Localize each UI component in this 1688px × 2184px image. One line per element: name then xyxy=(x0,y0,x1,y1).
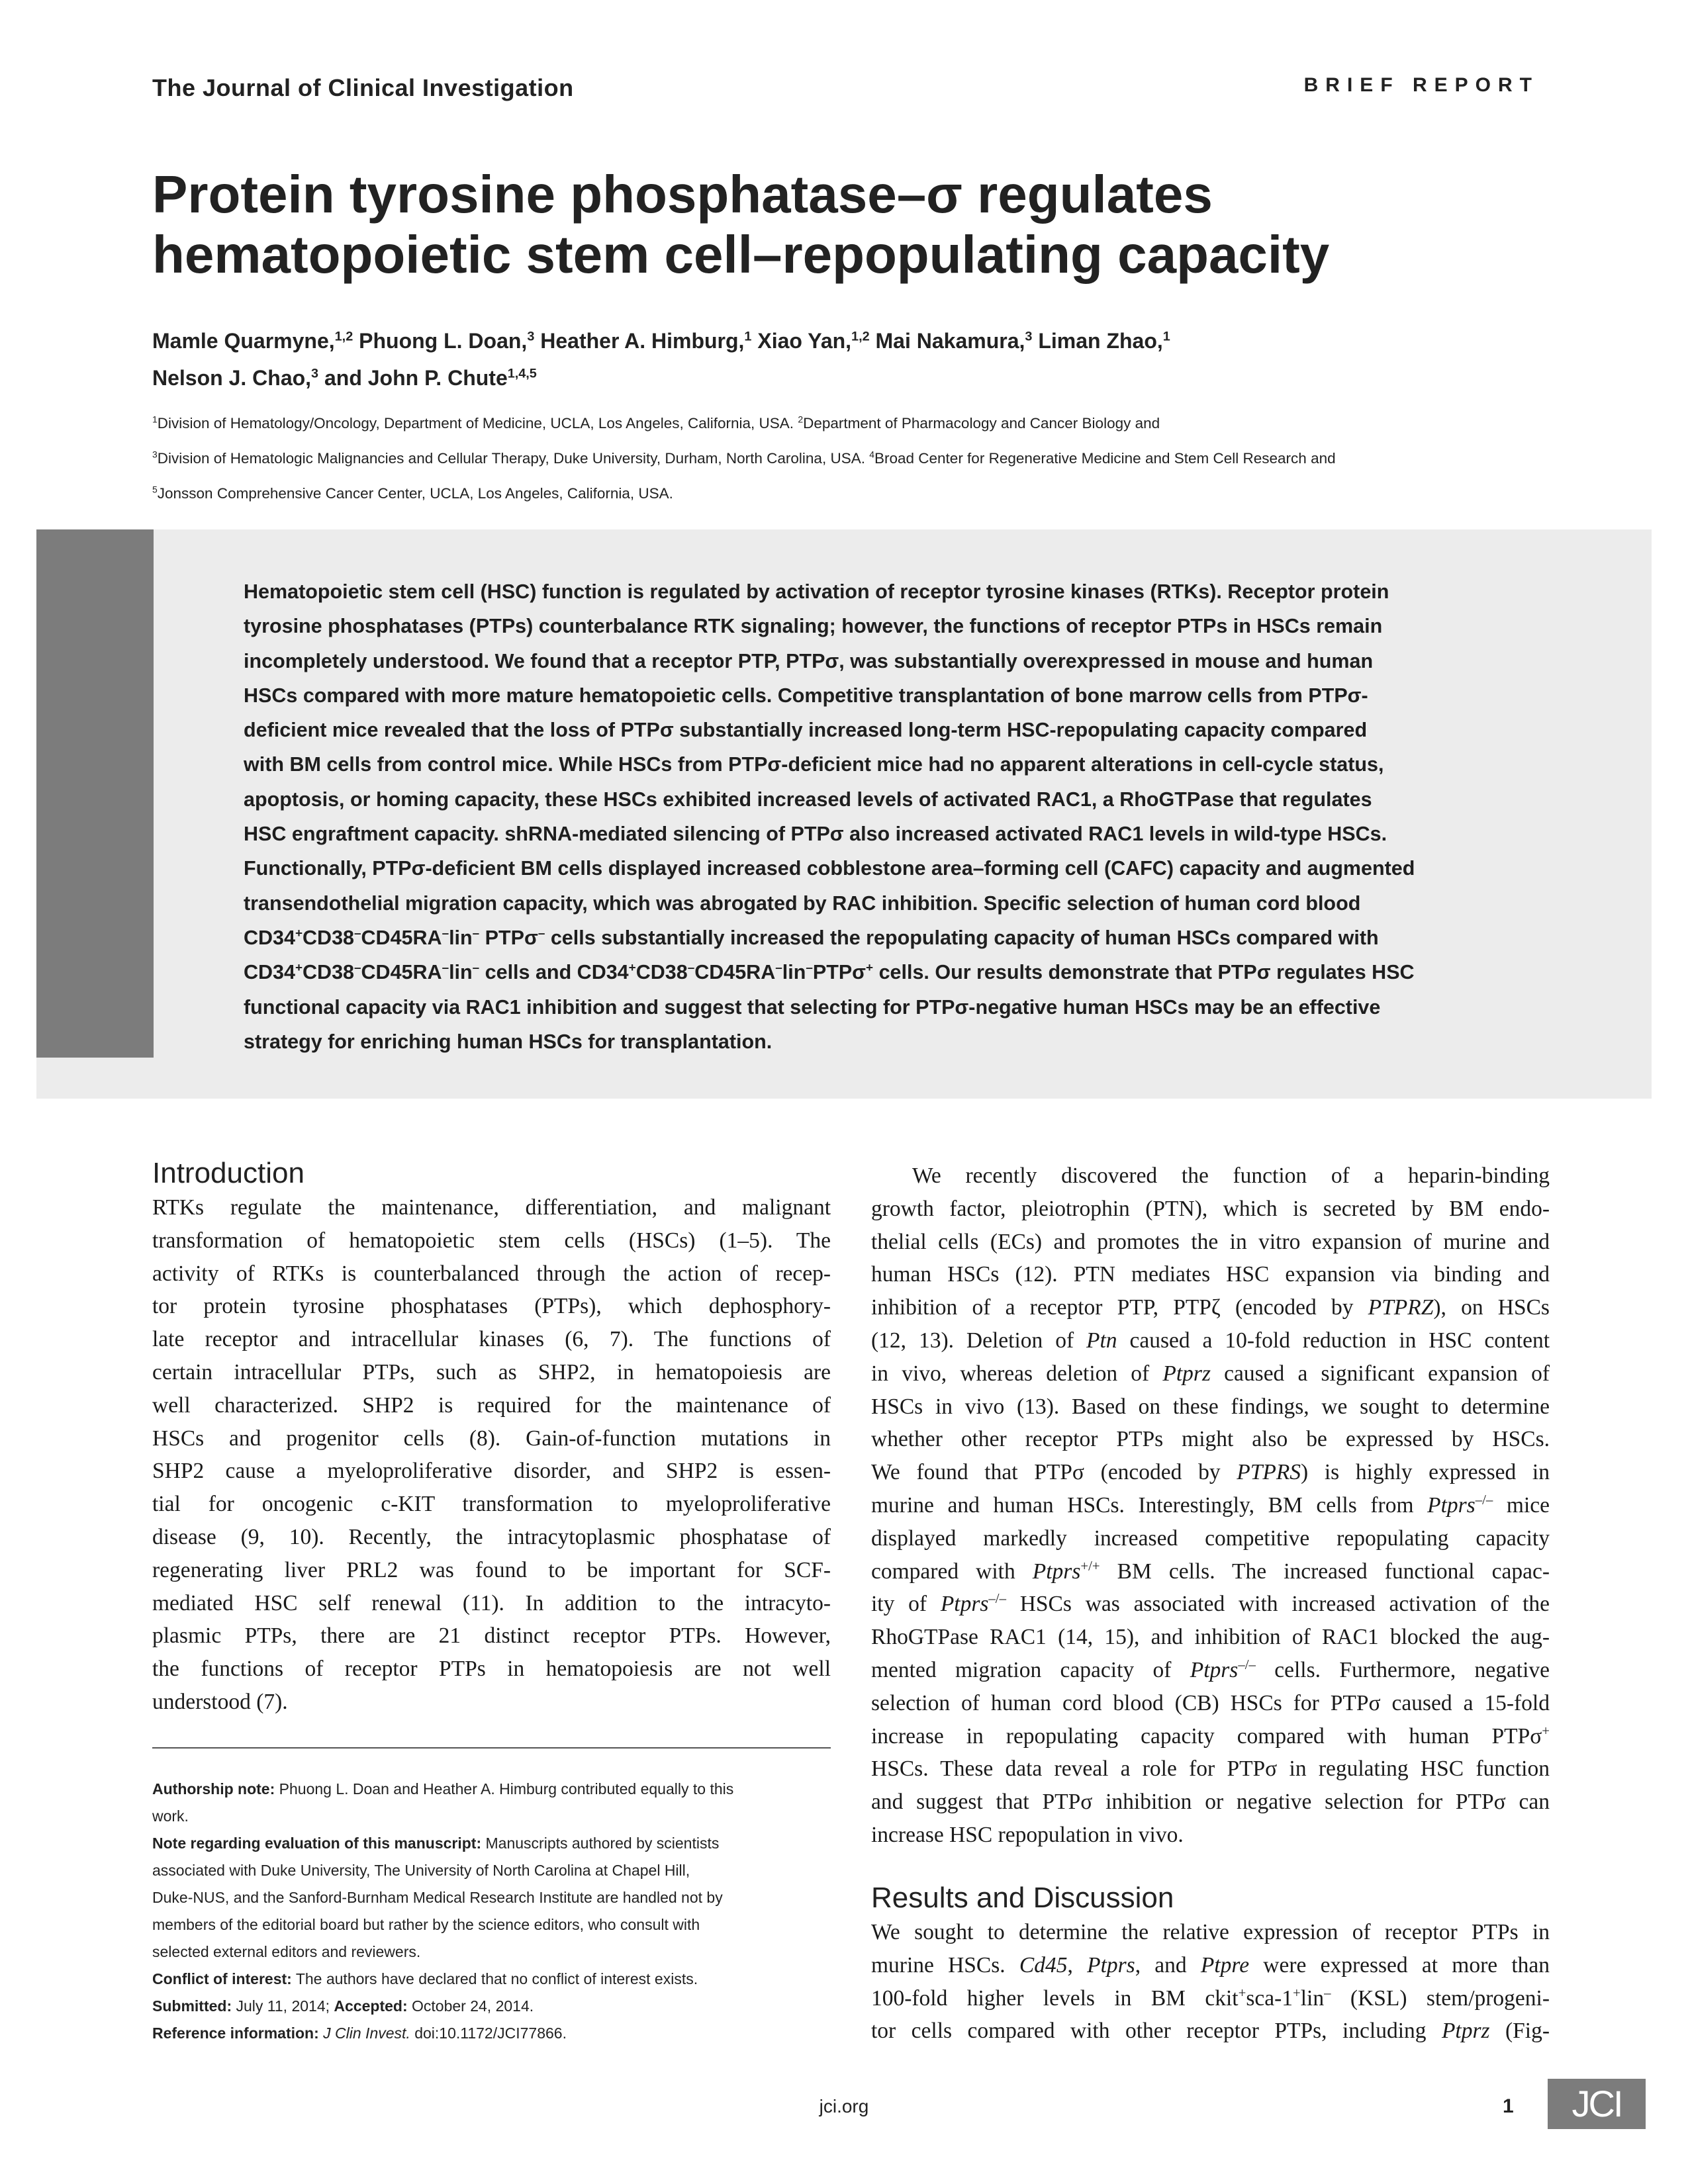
note-line xyxy=(152,1830,831,1857)
text-run: 100-fold higher levels in BM ckit xyxy=(871,1985,1239,2011)
author-list xyxy=(152,322,1542,396)
note-journal: J Clin Invest. xyxy=(318,2025,410,2042)
superscript: –/– xyxy=(1238,1657,1256,1672)
text-run: HSCs was associated with increased activation of the xyxy=(1006,1592,1550,1617)
note-text: July 11, 2014; xyxy=(232,1997,334,2015)
article-type: BRIEF REPORT xyxy=(1303,74,1539,96)
note-label: Reference information: xyxy=(152,2025,319,2042)
superscript: – xyxy=(354,926,361,940)
body-line: understood (7). xyxy=(152,1689,288,1714)
abstract-line: deficient mice revealed that the loss of PTPσ substantially increased long-term HSC-repopulating capacity compared xyxy=(244,719,1368,742)
text-run: CD38 xyxy=(303,926,355,949)
body-line xyxy=(871,1555,1550,1588)
text-run: (KSL) stem/progeni- xyxy=(1331,1985,1550,2011)
body-line: displayed markedly increased competitive repopulating capacity xyxy=(871,1525,1550,1551)
footnote-divider xyxy=(152,1747,831,1749)
author-name: Heather A. Himburg, xyxy=(534,329,745,353)
author-line xyxy=(152,322,1542,359)
text-run: CD38 xyxy=(635,961,688,984)
gene-name: PTPRZ xyxy=(1368,1295,1434,1320)
text-run: PTPσ xyxy=(479,926,538,949)
body-line: late receptor and intracellular kinases (6, 7). The functions of xyxy=(152,1327,831,1352)
body-line xyxy=(871,1291,1550,1324)
text-run: lin xyxy=(449,926,473,949)
text-run: increase in repopulating capacity compared with human PTPσ xyxy=(871,1723,1542,1749)
affiliation-line xyxy=(152,441,1336,476)
text-run: sca-1 xyxy=(1246,1985,1293,2011)
superscript: + xyxy=(628,961,636,976)
gene-name: Ptprs xyxy=(1087,1952,1135,1978)
body-line: plasmic PTPs, there are 21 distinct receptor PTPs. However, xyxy=(152,1623,831,1649)
note-line xyxy=(152,1993,831,2020)
affiliation-line xyxy=(152,476,1336,511)
affiliation-line xyxy=(152,406,1336,441)
body-line: transformation of hematopoietic stem cells (HSCs) (1–5). The xyxy=(152,1228,831,1253)
body-line: We recently discovered the function of a heparin-binding xyxy=(912,1163,1550,1188)
note-line xyxy=(152,1776,831,1803)
jci-logo: JCI xyxy=(1548,2079,1646,2129)
note-line: work. xyxy=(152,1807,189,1825)
note-doi[interactable]: doi:10.1172/JCI77866. xyxy=(410,2025,567,2042)
intro-paragraph-2 xyxy=(871,1160,1550,1852)
abstract-line: tyrosine phosphatases (PTPs) counterbalance RTK signaling; however, the functions of receptor PTPs in HSCs remain xyxy=(244,615,1383,638)
abstract-line: apoptosis, or homing capacity, these HSCs exhibited increased levels of activated RAC1, a RhoGTPase that regulates xyxy=(244,788,1372,811)
gene-name: Ptn xyxy=(1086,1328,1117,1353)
body-line: thelial cells (ECs) and promotes the in vitro expansion of murine and xyxy=(871,1229,1550,1254)
author-name: Nelson J. Chao, xyxy=(152,366,312,390)
affiliations xyxy=(152,406,1336,511)
text-run: caused a 10-fold reduction in HSC content xyxy=(1117,1328,1550,1353)
text-run: compared with xyxy=(871,1559,1033,1584)
superscript: + xyxy=(1542,1723,1550,1739)
superscript: – xyxy=(442,961,449,976)
superscript: +/+ xyxy=(1080,1558,1100,1574)
body-line xyxy=(871,1357,1550,1390)
text-run: CD45RA xyxy=(361,926,442,949)
gene-name: Cd45 xyxy=(1019,1952,1068,1978)
body-line xyxy=(871,1489,1550,1522)
note-line xyxy=(152,2020,831,2047)
affiliation-marker: 1 xyxy=(152,414,158,425)
body-line: activity of RTKs is counterbalanced through the action of recep- xyxy=(152,1261,831,1286)
body-line xyxy=(871,2015,1550,2048)
author-affiliation-marker: 1,4,5 xyxy=(507,366,537,381)
superscript: – xyxy=(687,961,695,976)
body-line: growth factor, pleiotrophin (PTN), which is secreted by BM endo- xyxy=(871,1196,1550,1221)
note-line: members of the editorial board but rather by the science editors, who consult with xyxy=(152,1916,700,1933)
text-run: caused a significant expansion of xyxy=(1211,1361,1550,1386)
title-line: hematopoietic stem cell–repopulating capacity xyxy=(152,225,1330,285)
affiliation-text: Department of Pharmacology and Cancer Biology and xyxy=(803,415,1160,432)
abstract-line: functional capacity via RAC1 inhibition and suggest that selecting for PTPσ-negative human HSCs may be an effective xyxy=(244,995,1381,1019)
gene-name: Ptprs xyxy=(940,1592,989,1617)
text-run: BM cells. The increased functional capac- xyxy=(1100,1559,1550,1584)
gene-name: Ptprs xyxy=(1427,1492,1476,1518)
abstract-line: HSCs compared with more mature hematopoietic cells. Competitive transplantation of bone marrow cells from PTPσ- xyxy=(244,684,1368,707)
author-affiliation-marker: 1 xyxy=(744,329,752,344)
journal-website-link[interactable]: jci.org xyxy=(819,2096,869,2116)
text-run: CD45RA xyxy=(694,961,776,984)
superscript: + xyxy=(295,926,303,940)
text-run: mice xyxy=(1493,1492,1550,1518)
body-line: RTKs regulate the maintenance, differentiation, and malignant xyxy=(152,1195,831,1220)
author-affiliation-marker: 1 xyxy=(1162,329,1170,344)
body-line xyxy=(871,1982,1550,2015)
text-run: murine HSCs. xyxy=(871,1952,1019,1978)
abstract-line: incompletely understood. We found that a receptor PTP, PTPσ, was substantially overexpressed in mouse and human xyxy=(244,649,1374,672)
note-text: October 24, 2014. xyxy=(407,1997,534,2015)
abstract-line: HSC engraftment capacity. shRNA-mediated silencing of PTPσ also increased activated RAC1 levels in wild-type HSCs. xyxy=(244,823,1387,846)
abstract-line xyxy=(244,921,1541,955)
text-run: mented migration capacity of xyxy=(871,1657,1190,1682)
note-label: Note regarding evaluation of this manuscript: xyxy=(152,1835,482,1852)
body-line: certain intracellular PTPs, such as SHP2, in hematopoiesis are xyxy=(152,1359,831,1385)
text-run: inhibition of a receptor PTP, PTPζ (encoded by xyxy=(871,1295,1368,1320)
body-line xyxy=(871,1588,1550,1621)
author-name: Mai Nakamura, xyxy=(869,329,1025,353)
superscript: – xyxy=(442,926,449,940)
section-heading-introduction: Introduction xyxy=(152,1157,305,1189)
text-run: ) is highly expressed in xyxy=(1301,1460,1550,1485)
author-affiliation-marker: 3 xyxy=(527,329,535,344)
body-line xyxy=(871,1720,1550,1753)
body-line xyxy=(871,1654,1550,1687)
abstract-line: strategy for enriching human HSCs for transplantation. xyxy=(244,1030,773,1053)
affiliation-marker: 5 xyxy=(152,484,158,495)
text-run: tor cells compared with other receptor PTPs, including xyxy=(871,2019,1442,2044)
note-line: selected external editors and reviewers. xyxy=(152,1943,421,1960)
text-run: CD45RA xyxy=(361,961,442,984)
superscript: – xyxy=(806,961,813,976)
article-title xyxy=(152,164,1542,285)
note-line xyxy=(152,1966,831,1993)
gene-name: Ptprs xyxy=(1190,1657,1239,1682)
author-name: Phuong L. Doan, xyxy=(353,329,528,353)
body-line: selection of human cord blood (CB) HSCs for PTPσ caused a 15-fold xyxy=(871,1690,1550,1715)
superscript: + xyxy=(1238,1985,1246,2001)
body-line: tial for oncogenic c-KIT transformation to myeloproliferative xyxy=(152,1492,831,1517)
note-label: Conflict of interest: xyxy=(152,1970,292,1987)
introduction-paragraph xyxy=(152,1191,831,1719)
superscript: – xyxy=(354,961,361,976)
superscript: –/– xyxy=(988,1591,1006,1607)
text-run: PTPσ xyxy=(812,961,867,984)
body-line: increase HSC repopulation in vivo. xyxy=(871,1822,1184,1847)
body-line: RhoGTPase RAC1 (14, 15), and inhibition of RAC1 blocked the aug- xyxy=(871,1625,1550,1650)
text-run: We found that PTPσ (encoded by xyxy=(871,1460,1237,1485)
text-run: (12, 13). Deletion of xyxy=(871,1328,1087,1353)
note-text: Phuong L. Doan and Heather A. Himburg contributed equally to this xyxy=(275,1780,734,1797)
body-line: mediated HSC self renewal (11). In addition to the intracyto- xyxy=(152,1590,831,1615)
affiliation-text: Jonsson Comprehensive Cancer Center, UCLA, Los Angeles, California, USA. xyxy=(157,485,673,502)
author-name: Liman Zhao, xyxy=(1032,329,1163,353)
author-affiliation-marker: 1,2 xyxy=(334,329,353,344)
gene-name: Ptprs xyxy=(1032,1559,1081,1584)
author-affiliation-marker: 3 xyxy=(311,366,319,381)
results-paragraph xyxy=(871,1916,1550,2048)
body-line: HSCs in vivo (13). Based on these findings, we sought to determine xyxy=(871,1394,1550,1419)
note-text: Manuscripts authored by scientists xyxy=(481,1835,720,1852)
body-line: regenerating liver PRL2 was found to be important for SCF- xyxy=(152,1557,831,1582)
gene-name: PTPRS xyxy=(1237,1460,1301,1485)
abstract-line: Functionally, PTPσ-deficient BM cells displayed increased cobblestone area–forming cell (CAFC) capacity and augmented xyxy=(244,857,1415,880)
text-run: ), on HSCs xyxy=(1433,1295,1550,1320)
superscript: – xyxy=(1324,1985,1331,2001)
body-line: SHP2 cause a myeloproliferative disorder, and SHP2 is essen- xyxy=(152,1459,831,1484)
body-line: and suggest that PTPσ inhibition or negative selection for PTPσ can xyxy=(871,1790,1550,1815)
abstract-line: Hematopoietic stem cell (HSC) function is regulated by activation of receptor tyrosine kinases (RTKs). Receptor protein xyxy=(244,580,1389,603)
superscript: – xyxy=(538,926,545,940)
article-notes xyxy=(152,1776,831,2047)
text-run: lin xyxy=(1300,1985,1325,2011)
superscript: – xyxy=(472,961,480,976)
body-line: HSCs and progenitor cells (8). Gain-of-function mutations in xyxy=(152,1426,831,1451)
gene-name: Ptprz xyxy=(1441,2019,1490,2044)
abstract-line: transendothelial migration capacity, which was abrogated by RAC inhibition. Specific selection of human cord blood xyxy=(244,891,1361,915)
gene-name: Ptpre xyxy=(1200,1952,1250,1978)
affiliation-marker: 3 xyxy=(152,449,158,460)
affiliation-text: Division of Hematologic Malignancies and Cellular Therapy, Duke University, Durham, North Carolina, USA. xyxy=(157,450,870,467)
abstract xyxy=(244,574,1541,1059)
note-label: Submitted: xyxy=(152,1997,232,2015)
author-affiliation-marker: 3 xyxy=(1025,329,1033,344)
text-run: murine and human HSCs. Interestingly, BM cells from xyxy=(871,1492,1428,1518)
author-name: and John P. Chute xyxy=(318,366,508,390)
text-run: , xyxy=(1067,1952,1088,1978)
body-line xyxy=(871,1949,1550,1982)
note-label: Authorship note: xyxy=(152,1780,275,1797)
text-run: CD34 xyxy=(244,926,295,949)
body-line: We sought to determine the relative expression of receptor PTPs in xyxy=(871,1920,1550,1944)
text-run: cells. Furthermore, negative xyxy=(1255,1657,1550,1682)
text-run: , and xyxy=(1135,1952,1201,1978)
body-line: well characterized. SHP2 is required for the maintenance of xyxy=(152,1392,831,1418)
text-run: lin xyxy=(782,961,806,984)
abstract-line xyxy=(244,955,1541,989)
affiliation-marker: 2 xyxy=(798,414,804,425)
body-line xyxy=(871,1324,1550,1357)
text-run: lin xyxy=(449,961,473,984)
note-text: The authors have declared that no conflict of interest exists. xyxy=(291,1970,698,1987)
superscript: + xyxy=(866,961,874,976)
author-line xyxy=(152,359,1542,396)
text-run: cells substantially increased the repopulating capacity of human HSCs compared with xyxy=(545,926,1379,949)
page-number: 1 xyxy=(1503,2095,1514,2117)
text-run: in vivo, whereas deletion of xyxy=(871,1361,1163,1386)
affiliation-marker: 4 xyxy=(869,449,874,460)
affiliation-text: Division of Hematology/Oncology, Department of Medicine, UCLA, Los Angeles, California, USA. xyxy=(157,415,798,432)
superscript: + xyxy=(295,961,303,976)
abstract-accent-bar xyxy=(36,529,154,1058)
text-run: cells and CD34 xyxy=(479,961,629,984)
note-label: Accepted: xyxy=(334,1997,408,2015)
text-run: (Fig- xyxy=(1489,2019,1550,2044)
body-line: human HSCs (12). PTN mediates HSC expansion via binding and xyxy=(871,1262,1550,1287)
title-line: Protein tyrosine phosphatase–σ regulates xyxy=(152,165,1213,224)
note-line: associated with Duke University, The University of North Carolina at Chapel Hill, xyxy=(152,1862,690,1879)
author-affiliation-marker: 1,2 xyxy=(851,329,870,344)
superscript: – xyxy=(472,926,480,940)
body-line: HSCs. These data reveal a role for PTPσ in regulating HSC function xyxy=(871,1756,1550,1782)
body-line: whether other receptor PTPs might also be expressed by HSCs. xyxy=(871,1427,1550,1452)
text-run: ity of xyxy=(871,1592,941,1617)
text-run: cells. Our results demonstrate that PTPσ regulates HSC xyxy=(873,961,1415,984)
body-line xyxy=(871,1456,1550,1489)
author-name: Xiao Yan, xyxy=(751,329,852,353)
superscript: –/– xyxy=(1475,1492,1493,1508)
body-line: the functions of receptor PTPs in hematopoiesis are not well xyxy=(152,1657,831,1682)
superscript: – xyxy=(775,961,782,976)
gene-name: Ptprz xyxy=(1162,1361,1211,1386)
journal-name: The Journal of Clinical Investigation xyxy=(152,74,574,101)
body-line: disease (9, 10). Recently, the intracytoplasmic phosphatase of xyxy=(152,1524,831,1549)
affiliation-text: Broad Center for Regenerative Medicine and Stem Cell Research and xyxy=(874,450,1336,467)
author-name: Mamle Quarmyne, xyxy=(152,329,335,353)
text-run: CD34 xyxy=(244,961,295,984)
section-heading-results: Results and Discussion xyxy=(871,1882,1174,1914)
abstract-line: with BM cells from control mice. While HSCs from PTPσ-deficient mice had no apparent alterations in cell-cycle status, xyxy=(244,753,1384,776)
text-run: CD38 xyxy=(303,961,355,984)
note-line: Duke-NUS, and the Sanford-Burnham Medical Research Institute are handled not by xyxy=(152,1889,723,1906)
superscript: + xyxy=(1293,1985,1301,2001)
body-line: tor protein tyrosine phosphatases (PTPs), which dephosphory- xyxy=(152,1294,831,1319)
text-run: were expressed at more than xyxy=(1249,1952,1550,1978)
